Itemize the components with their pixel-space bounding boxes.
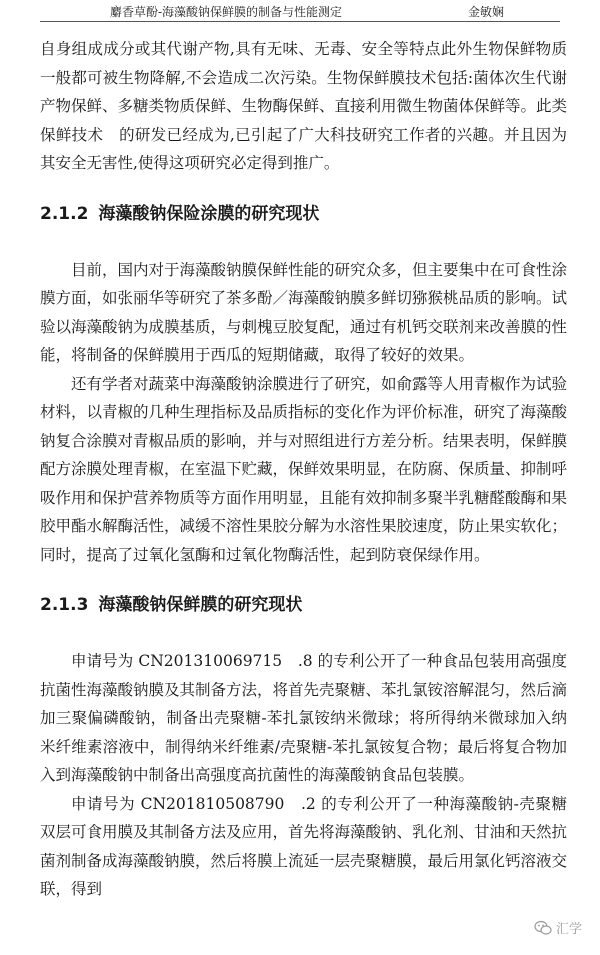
paragraph: 申请号为 CN201810508790 .2 的专利公开了一种海藻酸钠-壳聚糖双层可食用膜及其制备方法及应用，首先将海藻酸钠、乳化剂、甘油和天然抗菌剂制备成海藻酸钠膜，然后将膜上流延一层壳聚糖膜，最后用氯化钙溶液交联，得到 (40, 794, 568, 898)
section-number: 2.1.2 (40, 203, 89, 224)
watermark (534, 918, 582, 937)
section-heading-2-1-2 (40, 202, 567, 226)
paragraph: 还有学者对蔬菜中海藻酸钠涂膜进行了研究，如俞露等人用青椒作为试验材料，以青椒的几种生理指标及品质指标的变化作为评价标准，研究了海藻酸钠复合涂膜对青椒品质的影响，并与对照组进行方差分析。结果表明，保鲜膜配方涂膜处理青椒，在室温下贮藏，保鲜效果明显，在防腐、保质量、抑制呼吸作用和保护营养物质等方面作用明显，且能有效抑制多聚半乳糖醛酸酶和果胶甲酯水解酶活性，减缓不溶性果胶分解为水溶性果胶速度，防止果实软化；同时，提高了过氧化氢酶和过氧化物酶活性，起到防衰保绿作用。 (40, 374, 568, 564)
watermark-text: 汇学 (555, 922, 582, 937)
page-header (0, 0, 600, 22)
paragraph: 申请号为 CN201310069715 .8 的专利公开了一种食品包装用高强度抗菌性海藻酸钠膜及其制备方法，将首先壳聚糖、苯扎氯铵溶解混匀，然后滴加三聚偏磷酸钠，制备出壳聚糖-苯扎氯铵纳米微球；将所得纳米微球加入纳米纤维素溶液中，制得纳米纤维素/壳聚糖-苯扎氯铵复合物；最后将复合物加入到海藻酸钠中制备出高强度高抗菌性的海藻酸钠食品包装膜。 (40, 652, 568, 784)
header-rule (40, 21, 560, 22)
paragraph: 目前，国内对于海藻酸钠膜保鲜性能的研究众多，但主要集中在可食性涂膜方面，如张丽华等研究了茶多酚／海藻酸钠膜多鲜切猕猴桃品质的影响。试验以海藻酸钠为成膜基质，与刺槐豆胶复配，通过有机钙交联剂来改善膜的性能，将制备的保鲜膜用于西瓜的短期储藏，取得了较好的效果。 (40, 260, 568, 364)
header-author: 金敏娴 (468, 5, 505, 19)
wechat-icon (534, 920, 552, 936)
header-title: 麝香草酚-海藻酸钠保鲜膜的制备与性能测定 (110, 5, 343, 19)
section-heading-2-1-3 (40, 593, 567, 617)
section-title: 海藻酸钠保险涂膜的研究现状 (98, 203, 320, 224)
section-title: 海藻酸钠保鲜膜的研究现状 (98, 595, 303, 615)
section-number: 2.1.3 (40, 595, 89, 615)
intro-paragraph: 自身组成成分或其代谢产物,具有无味、无毒、安全等特点此外生物保鲜物质一般都可被生物降解,不会造成二次污染。生物保鲜膜技术包括:菌体次生代谢产物保鲜、多糖类物质保鲜、生物酶保鲜、直接利用微生物菌体保鲜等。此类保鲜技术 的研发已经成为,已引起了广大科技研究工作者的兴趣。并且因为其安全无害性,使得这项研究必定得到推广。 (40, 40, 568, 172)
document-body (40, 35, 567, 904)
